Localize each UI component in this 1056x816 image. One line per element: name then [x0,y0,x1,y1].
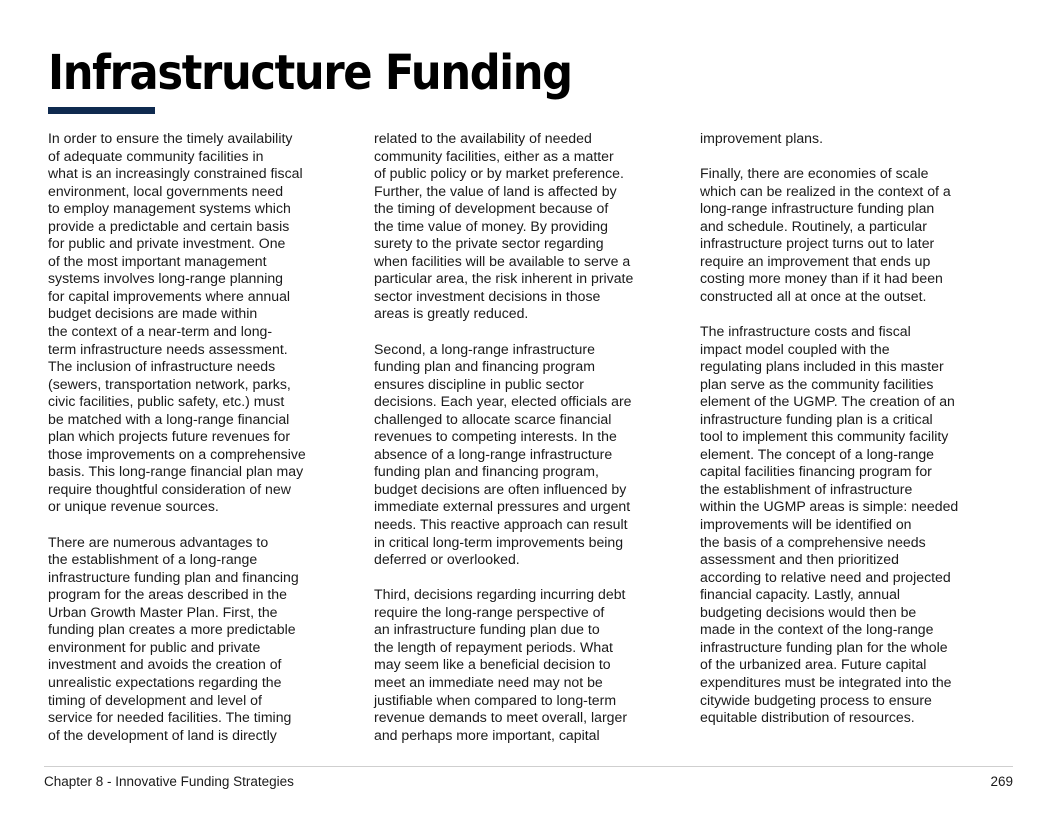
text-line: may seem like a beneficial decision to [374,656,611,673]
text-line: infrastructure funding plan is a critical [700,410,933,427]
text-line: decisions. Each year, elected officials are [374,393,632,410]
text-line: infrastructure funding plan and financing [48,568,299,585]
text-line: funding plan and financing program, [374,463,599,480]
text-line: financial capacity. Lastly, annual [700,586,901,603]
text-line: of public policy or by market preference. [374,165,624,182]
text-line: provide a predictable and certain basis [48,217,290,234]
paragraph-spacer [700,148,1018,166]
text-line: of the development of land is directly [48,726,277,743]
text-line: and schedule. Routinely, a particular [700,217,927,234]
text-line: community facilities, either as a matter [374,147,614,164]
body-paragraph [48,130,366,516]
text-line: budget decisions are made within [48,305,258,322]
text-line: the establishment of infrastructure [700,480,913,497]
text-line: of adequate community facilities in [48,147,264,164]
body-paragraph [700,323,1018,727]
text-line: what is an increasingly constrained fiscal [48,165,303,182]
page-title: Infrastructure Funding [48,45,572,101]
text-line: the timing of development because of [374,200,609,217]
text-line: for capital improvements where annual [48,287,291,304]
title-accent-bar [48,107,155,114]
text-line: timing of development and level of [48,691,262,708]
text-line: environment for public and private [48,638,261,655]
text-line: In order to ensure the timely availability [48,130,293,146]
text-line: particular area, the risk inherent in private [374,270,634,287]
body-paragraph [700,165,1018,305]
text-line: ensures discipline in public sector [374,375,584,392]
text-line: in critical long-term improvements being [374,533,624,550]
text-line: equitable distribution of resources. [700,709,915,726]
body-paragraph [700,130,1018,148]
text-line: The infrastructure costs and fiscal [700,323,911,340]
text-line: Second, a long-range infrastructure [374,340,595,357]
text-line: environment, local governments need [48,182,284,199]
text-line: assessment and then prioritized [700,551,899,568]
text-line: investment and avoids the creation of [48,656,282,673]
text-column-2 [374,130,692,744]
text-line: plan serve as the community facilities [700,375,934,392]
text-line: program for the areas described in the [48,586,287,603]
text-line: made in the context of the long-range [700,621,934,638]
page-number: 269 [990,774,1013,789]
text-line: funding plan creates a more predictable [48,621,296,638]
paragraph-spacer [48,516,366,534]
text-line: impact model coupled with the [700,340,890,357]
text-line: budgeting decisions would then be [700,603,917,620]
text-line: be matched with a long-range financial [48,410,290,427]
text-line: Finally, there are economies of scale [700,165,929,182]
text-line: of the urbanized area. Future capital [700,656,927,673]
text-line: unrealistic expectations regarding the [48,673,282,690]
text-line: constructed all at once at the outset. [700,287,927,304]
text-line: areas is greatly reduced. [374,305,529,322]
text-line: when facilities will be available to serve a [374,252,631,269]
body-paragraph [374,341,692,569]
text-line: for public and private investment. One [48,235,286,252]
text-line: Further, the value of land is affected by [374,182,617,199]
text-line: funding plan and financing program [374,358,595,375]
text-line: related to the availability of needed [374,130,592,146]
text-line: infrastructure project turns out to later [700,235,935,252]
text-line: the context of a near-term and long- [48,323,273,340]
text-line: require thoughtful consideration of new [48,480,291,497]
footer-divider [44,766,1013,767]
text-line: immediate external pressures and urgent [374,498,631,515]
text-line: within the UGMP areas is simple: needed [700,498,959,515]
text-line: revenue demands to meet overall, larger [374,709,628,726]
text-line: which can be realized in the context of a [700,182,951,199]
text-line: require the long-range perspective of [374,603,605,620]
text-line: plan which projects future revenues for [48,428,291,445]
text-line: the length of repayment periods. What [374,638,613,655]
body-paragraph [374,586,692,744]
text-line: according to relative need and projected [700,568,951,585]
text-line: those improvements on a comprehensive [48,445,306,462]
text-line: improvements will be identified on [700,516,912,533]
text-line: citywide budgeting process to ensure [700,691,932,708]
paragraph-spacer [374,569,692,587]
text-line: element. The concept of a long-range [700,445,935,462]
text-line: Urban Growth Master Plan. First, the [48,603,278,620]
text-line: capital facilities financing program for [700,463,932,480]
text-line: tool to implement this community facility [700,428,949,445]
text-line: require an improvement that ends up [700,252,931,269]
text-line: (sewers, transportation network, parks, [48,375,291,392]
text-line: sector investment decisions in those [374,287,601,304]
text-line: the time value of money. By providing [374,217,608,234]
text-line: needs. This reactive approach can result [374,516,628,533]
paragraph-spacer [374,323,692,341]
text-line: element of the UGMP. The creation of an [700,393,955,410]
text-line: Third, decisions regarding incurring debt [374,586,626,603]
text-line: basis. This long-range financial plan may [48,463,304,480]
text-line: surety to the private sector regarding [374,235,604,252]
text-column-1 [48,130,366,744]
text-line: There are numerous advantages to [48,533,269,550]
text-line: civic facilities, public safety, etc.) must [48,393,285,410]
body-paragraph [48,534,366,745]
text-line: infrastructure funding plan for the whole [700,638,948,655]
text-line: to employ management systems which [48,200,291,217]
text-line: long-range infrastructure funding plan [700,200,935,217]
text-line: expenditures must be integrated into the [700,673,952,690]
text-line: or unique revenue sources. [48,498,219,515]
text-line: systems involves long-range planning [48,270,284,287]
paragraph-spacer [700,305,1018,323]
footer-chapter-title: Chapter 8 - Innovative Funding Strategies [44,774,294,789]
body-paragraph [374,130,692,323]
text-line: challenged to allocate scarce financial [374,410,612,427]
text-line: budget decisions are often influenced by [374,480,627,497]
text-line: of the most important management [48,252,267,269]
text-column-3 [700,130,1018,727]
text-line: revenues to competing interests. In the [374,428,617,445]
text-line: costing more money than if it had been [700,270,943,287]
text-line: an infrastructure funding plan due to [374,621,600,638]
text-line: deferred or overlooked. [374,551,520,568]
text-line: justifiable when compared to long-term [374,691,617,708]
text-line: regulating plans included in this master [700,358,944,375]
text-line: the basis of a comprehensive needs [700,533,926,550]
text-line: term infrastructure needs assessment. [48,340,288,357]
text-line: and perhaps more important, capital [374,726,600,743]
text-line: absence of a long-range infrastructure [374,445,613,462]
text-line: service for needed facilities. The timing [48,709,292,726]
text-line: the establishment of a long-range [48,551,258,568]
text-line: The inclusion of infrastructure needs [48,358,276,375]
text-line: meet an immediate need may not be [374,673,603,690]
text-line: improvement plans. [700,130,823,146]
